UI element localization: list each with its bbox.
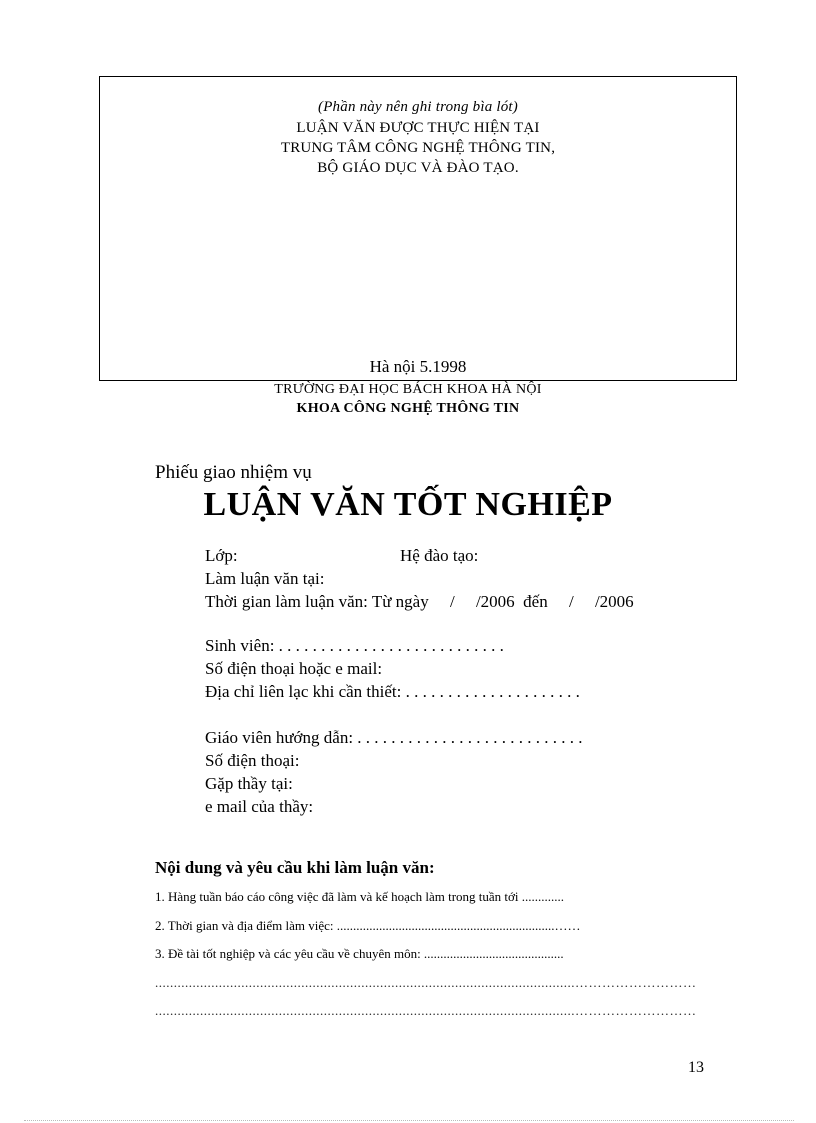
student-field: Sinh viên: . . . . . . . . . . . . . . . . . . . . . . . . . . . xyxy=(205,636,504,655)
requirement-item: 3. Đề tài tốt nghiệp và các yêu cầu về chuyên môn: ........................................... xyxy=(155,946,564,961)
supervisor-field: Giáo viên hướng dẫn: . . . . . . . . . . . . . . . . . . . . . . . . . . . xyxy=(205,728,583,747)
faculty-name: KHOA CÔNG NGHỆ THÔNG TIN xyxy=(296,401,520,416)
blank-line: ................................................................................................................……………………… xyxy=(155,975,697,990)
thesis-duration: Thời gian làm luận văn: Từ ngày / /2006 đến / /2006 xyxy=(205,592,634,611)
form-title: LUẬN VĂN TỐT NGHIỆP xyxy=(203,486,613,523)
cover-line-2: TRUNG TÂM CÔNG NGHỆ THÔNG TIN, xyxy=(280,140,556,156)
supervisor-phone-label: Số điện thoại: xyxy=(205,751,300,770)
thesis-place-label: Làm luận văn tại: xyxy=(205,569,325,588)
training-system-label: Hệ đào tạo: xyxy=(400,546,479,565)
university-name: TRƯỜNG ĐẠI HỌC BÁCH KHOA HÀ NỘI xyxy=(274,382,542,397)
cover-place-date: Hà nội 5.1998 xyxy=(369,357,467,376)
requirement-item: 2. Thời gian và địa điểm làm việc: ...................................................................…… xyxy=(155,918,581,933)
page-bottom-rule xyxy=(24,1120,794,1121)
student-address-field: Địa chỉ liên lạc khi cần thiết: . . . . . . . . . . . . . . . . . . . . . xyxy=(205,682,580,701)
page-number: 13 xyxy=(688,1059,704,1076)
requirements-title: Nội dung và yêu cầu khi làm luận văn: xyxy=(155,858,435,877)
form-subtitle: Phiếu giao nhiệm vụ xyxy=(155,462,312,483)
student-phone-email-label: Số điện thoại hoặc e mail: xyxy=(205,659,383,678)
blank-line: ................................................................................................................……………………… xyxy=(155,1003,697,1018)
cover-note: (Phần này nên ghi trong bìa lót) xyxy=(318,99,518,115)
cover-note-box xyxy=(99,76,737,381)
cover-line-3: BỘ GIÁO DỤC VÀ ĐÀO TẠO. xyxy=(317,160,519,176)
meet-at-label: Gặp thầy tại: xyxy=(205,774,293,793)
cover-line-1: LUẬN VĂN ĐƯỢC THỰC HIỆN TẠI xyxy=(296,120,540,136)
supervisor-email-label: e mail của thầy: xyxy=(205,797,314,816)
class-label: Lớp: xyxy=(205,546,238,565)
requirement-item: 1. Hàng tuần báo cáo công việc đã làm và kế hoạch làm trong tuần tới ............. xyxy=(155,889,565,904)
